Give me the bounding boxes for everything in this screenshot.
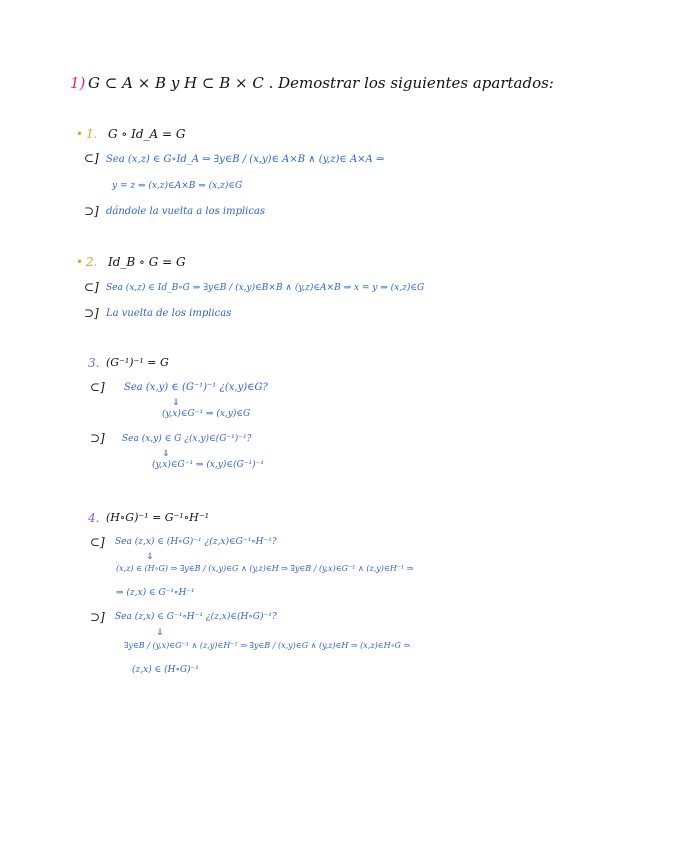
part-4-line-4: Sea (z,x) ∈ G⁻¹∘H⁻¹ ¿(z,x)∈(H∘G)⁻¹? xyxy=(115,612,277,622)
part-3-subset-mark: ⊂] xyxy=(90,380,105,394)
part-1-line-3: dándole la vuelta a los implicas xyxy=(106,206,266,217)
part-1-title: G ∘ Id_A = G xyxy=(108,127,186,141)
part-1-bullet: • xyxy=(76,127,84,141)
part-4-title: (H∘G)⁻¹ = G⁻¹∘H⁻¹ xyxy=(106,511,209,524)
part-4-subset-mark: ⊂] xyxy=(90,535,105,549)
part-4-superset-mark: ⊃] xyxy=(90,610,105,624)
part-3-line-4: (y,x)∈G⁻¹ ⇒ (x,y)∈(G⁻¹)⁻¹ xyxy=(152,460,264,470)
part-1-number: 1. xyxy=(86,127,98,141)
part-2-number: 2. xyxy=(86,255,98,269)
part-4-line-1: Sea (z,x) ∈ (H∘G)⁻¹ ¿(z,x)∈G⁻¹∘H⁻¹? xyxy=(115,537,277,547)
part-1-subset-mark: ⊂] xyxy=(84,151,99,165)
implies-down-arrow: ⇓ xyxy=(146,552,154,562)
part-2-line-1: Sea (x,z) ∈ Id_B∘G ⇒ ∃y∈B / (x,y)∈B×B ∧ (y,z)∈A×B ⇒ x = y ⇒ (x,z)∈G xyxy=(106,283,425,293)
part-3-title: (G⁻¹)⁻¹ = G xyxy=(106,356,169,369)
exercise-number: 1) xyxy=(70,74,86,92)
part-2-superset-mark: ⊃] xyxy=(84,306,99,320)
part-2-line-2: La vuelta de los implicas xyxy=(106,308,232,319)
part-4-line-2: (x,z) ∈ (H∘G) ⇒ ∃y∈B / (x,y)∈G ∧ (y,z)∈H ⇒ ∃y∈B / (y,x)∈G⁻¹ ∧ (z,y)∈H⁻¹ ⇒ xyxy=(116,564,414,573)
part-1-line-1: Sea (x,z) ∈ G∘Id_A ⇒ ∃y∈B / (x,y)∈ A×B ∧ (y,z)∈ A×A ⇒ xyxy=(106,154,385,165)
part-4-line-6: (z,x) ∈ (H∘G)⁻¹ xyxy=(132,665,199,675)
implies-down-arrow: ⇓ xyxy=(162,449,170,459)
part-3-number: 3. xyxy=(88,356,100,370)
part-1-line-2: y = z ⇒ (x,z)∈A×B ⇒ (x,z)∈G xyxy=(112,181,243,191)
implies-down-arrow: ⇓ xyxy=(172,398,180,408)
part-3-superset-mark: ⊃] xyxy=(90,431,105,445)
part-3-line-2: (y,x)∈G⁻¹ ⇒ (x,y)∈G xyxy=(162,409,251,419)
part-3-line-3: Sea (x,y) ∈ G ¿(x,y)∈(G⁻¹)⁻¹? xyxy=(122,434,252,444)
part-2-title: Id_B ∘ G = G xyxy=(108,255,186,269)
part-2-bullet: • xyxy=(76,255,84,269)
part-3-line-1: Sea (x,y) ∈ (G⁻¹)⁻¹ ¿(x,y)∈G? xyxy=(124,382,268,393)
part-1-superset-mark: ⊃] xyxy=(84,204,99,218)
part-4-line-5: ∃y∈B / (y,x)∈G⁻¹ ∧ (z,y)∈H⁻¹ ⇒ ∃y∈B / (x,y)∈G ∧ (y,z)∈H ⇒ (x,z)∈H∘G ⇒ xyxy=(124,641,411,650)
part-2-subset-mark: ⊂] xyxy=(84,280,99,294)
implies-down-arrow: ⇓ xyxy=(156,628,164,638)
part-4-number: 4. xyxy=(88,511,100,525)
part-4-line-3: ⇒ (z,x) ∈ G⁻¹∘H⁻¹ xyxy=(116,588,195,598)
exercise-statement: G ⊂ A × B y H ⊂ B × C . Demostrar los siguientes apartados: xyxy=(88,74,554,92)
